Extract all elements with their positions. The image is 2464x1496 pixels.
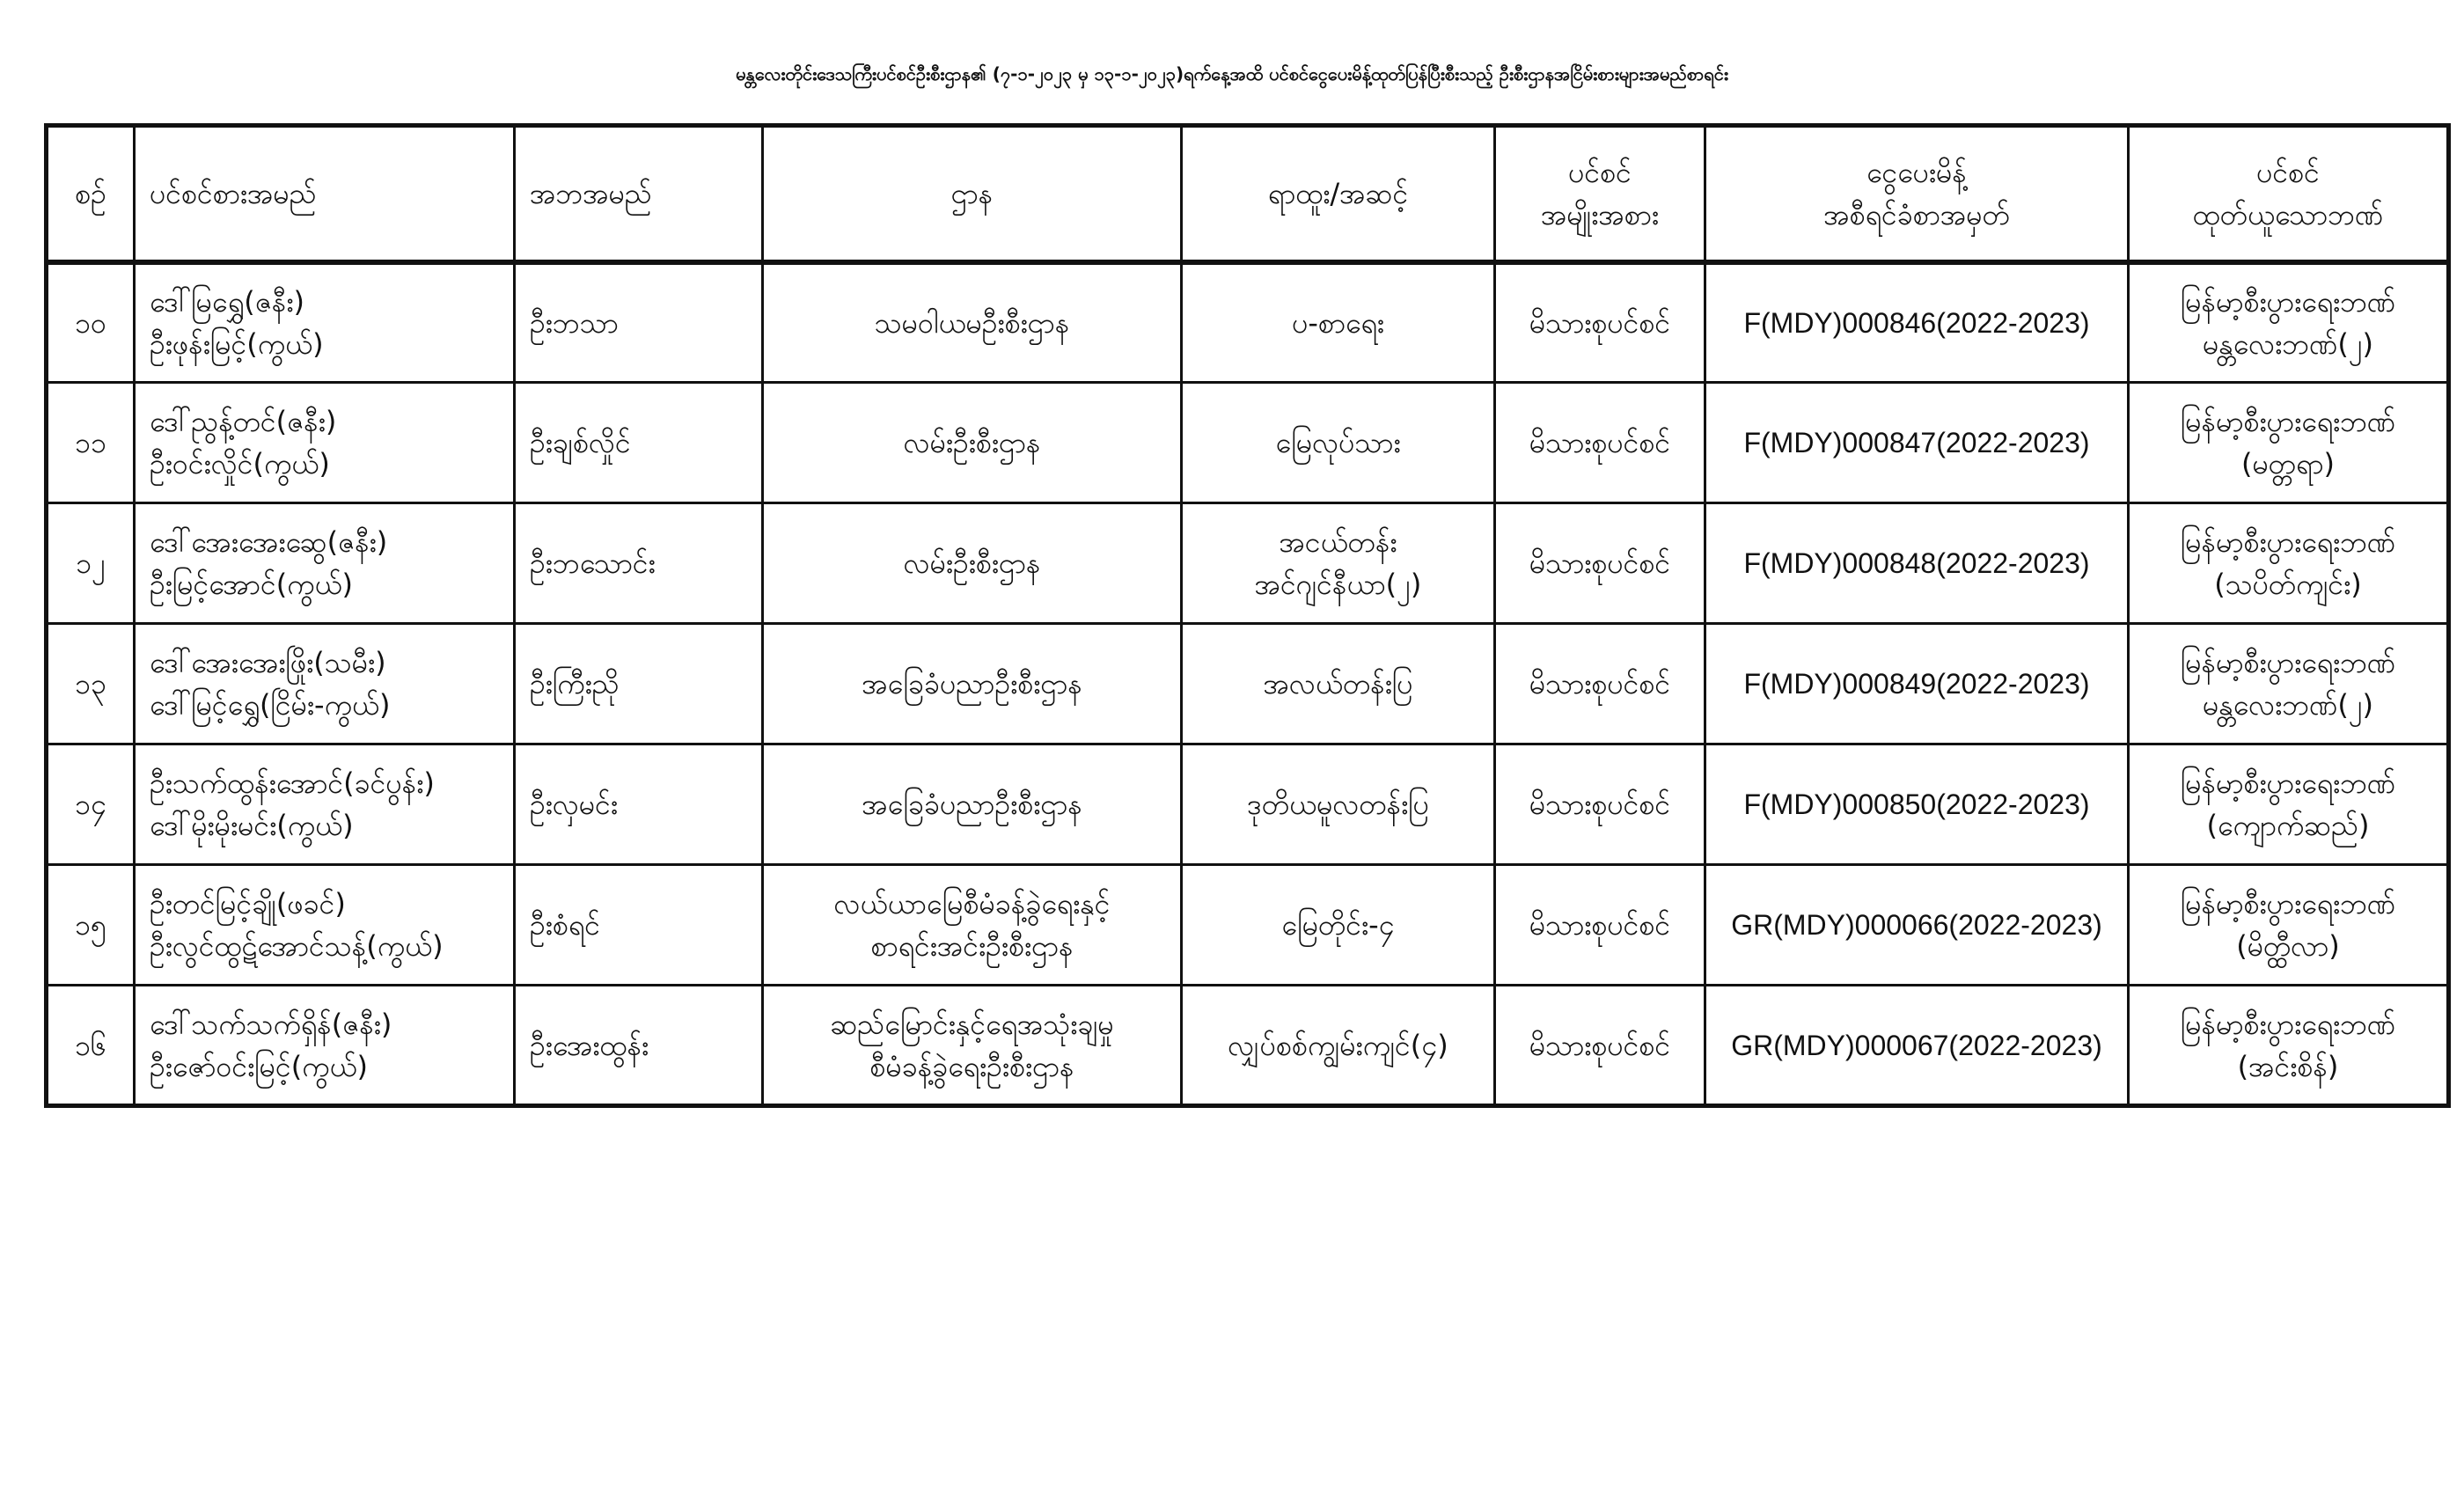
pension-type-text: မိသားစုပင်စင်: [1529, 667, 1671, 700]
father-name-text: ဦးချစ်လှိုင်: [530, 426, 631, 459]
pensioner-name: [135, 986, 515, 1106]
bank-branch-text: (အင်းစိန်): [2237, 1049, 2339, 1083]
pension-type-text: မိသားစုပင်စင်: [1529, 908, 1671, 942]
pensioner-name-text: ဦးမြင့်အောင်(ကွယ်): [150, 568, 354, 601]
bank-branch-text: မန္တလေးဘဏ်(၂): [2202, 326, 2374, 361]
father-name: [515, 624, 763, 744]
father-name-text: ဦးဘသာ: [530, 305, 619, 340]
row-number: [47, 383, 135, 503]
receipt-number-text: F(MDY)000846(2022-2023): [1743, 306, 2090, 339]
receipt-number-text: F(MDY)000850(2022-2023): [1743, 788, 2090, 820]
position: [1182, 503, 1495, 624]
pensioner-name: [135, 383, 515, 503]
father-name: [515, 262, 763, 383]
pension-type-text: မိသားစုပင်စင်: [1529, 305, 1671, 340]
father-name-text: ဦးအေးထွန်း: [530, 1028, 649, 1062]
position-text: အငယ်တန်း: [1279, 525, 1397, 559]
row-number-text: ၁၆: [75, 1028, 106, 1062]
department-text: စီမံခန့်ခွဲရေးဦးစီးဌာန: [869, 1049, 1074, 1083]
department: [763, 986, 1182, 1106]
header-receipt-number: ငွေပေးမိန့် အစီရင်ခံစာအမှတ်: [1705, 126, 2129, 262]
receipt-number-text: F(MDY)000848(2022-2023): [1743, 547, 2090, 579]
position: [1182, 865, 1495, 986]
position: [1182, 624, 1495, 744]
header-department: ဌာန: [763, 126, 1182, 262]
pensioner-name-text: ဦးဝင်းလှိုင်(ကွယ်): [150, 447, 330, 480]
bank-branch-text: မြန်မာ့စီးပွားရေးဘဏ်: [2180, 284, 2396, 319]
bank-branch: [2129, 383, 2449, 503]
pension-type: [1495, 262, 1705, 383]
bank-branch: [2129, 262, 2449, 383]
department: [763, 624, 1182, 744]
receipt-number: [1705, 503, 2129, 624]
table-row: [47, 986, 2449, 1106]
receipt-number-text: F(MDY)000847(2022-2023): [1743, 427, 2090, 458]
pensioner-name: [135, 262, 515, 383]
position: [1182, 744, 1495, 865]
row-number: [47, 865, 135, 986]
pension-type: [1495, 503, 1705, 624]
pensioner-name: [135, 624, 515, 744]
row-number: [47, 624, 135, 744]
father-name-text: ဦးလှမင်း: [530, 788, 619, 821]
department: [763, 503, 1182, 624]
table-row: [47, 865, 2449, 986]
pension-register-table: [44, 123, 2451, 1108]
row-number-text: ၁၅: [75, 908, 106, 942]
bank-branch-text: မြန်မာ့စီးပွားရေးဘဏ်: [2180, 766, 2396, 800]
pension-type-text: မိသားစုပင်စင်: [1529, 1028, 1671, 1062]
pensioner-name-text: ဦးသက်ထွန်းအောင်(ခင်ပွန်း): [150, 766, 435, 800]
pensioner-name-text: ဒေါ်ညွန့်တင်(ဇနီး): [150, 405, 337, 438]
pensioner-name-text: ဒေါ်အေးအေးဆွေ(ဇနီး): [150, 525, 388, 559]
department: [763, 865, 1182, 986]
department: [763, 262, 1182, 383]
father-name: [515, 744, 763, 865]
header-position: ရာထူး/အဆင့်: [1182, 126, 1495, 262]
bank-branch: [2129, 503, 2449, 624]
pensioner-name: [135, 744, 515, 865]
position-text: ဒုတိယမူလတန်းပြ: [1247, 788, 1429, 821]
position-text: ပ-စာရေး: [1292, 305, 1384, 340]
row-number-text: ၁၁: [75, 426, 106, 459]
position: [1182, 262, 1495, 383]
department-text: အခြေခံပညာဦးစီးဌာန: [862, 788, 1082, 821]
bank-branch-text: မြန်မာ့စီးပွားရေးဘဏ်: [2180, 525, 2396, 559]
department-text: ဆည်မြောင်းနှင့်ရေအသုံးချမှု: [830, 1007, 1114, 1041]
pension-type-text: မိသားစုပင်စင်: [1529, 546, 1671, 580]
bank-branch-text: (သပိတ်ကျင်း): [2214, 568, 2362, 601]
father-name-text: ဦးဘသောင်း: [530, 546, 656, 580]
pension-type: [1495, 383, 1705, 503]
receipt-number: [1705, 865, 2129, 986]
receipt-number: [1705, 986, 2129, 1106]
pensioner-name-text: ဒေါ်အေးအေးဖြိုး(သမီး): [150, 646, 386, 679]
pension-type: [1495, 865, 1705, 986]
bank-branch: [2129, 624, 2449, 744]
department-text: လမ်းဦးစီးဌာန: [903, 546, 1041, 580]
header-pension-type: ပင်စင် အမျိုးအစား: [1495, 126, 1705, 262]
department-text: စာရင်းအင်းဦးစီးဌာန: [870, 929, 1074, 963]
department: [763, 383, 1182, 503]
department-text: အခြေခံပညာဦးစီးဌာန: [862, 667, 1082, 700]
pensioner-name-text: ဦးဇော်ဝင်းမြင့်(ကွယ်): [150, 1049, 369, 1083]
bank-branch-text: မြန်မာ့စီးပွားရေးဘဏ်: [2180, 887, 2396, 920]
father-name: [515, 865, 763, 986]
department-text: လမ်းဦးစီးဌာန: [903, 426, 1041, 459]
receipt-number: [1705, 262, 2129, 383]
receipt-number-text: F(MDY)000849(2022-2023): [1743, 668, 2090, 700]
receipt-number: [1705, 383, 2129, 503]
pensioner-name-text: ဦးဖုန်းမြင့်(ကွယ်): [150, 326, 324, 361]
table-row: [47, 744, 2449, 865]
position-text: မြေလုပ်သား: [1275, 426, 1401, 459]
pensioner-name-text: ဒေါ်မိုးမိုးမင်း(ကွယ်): [150, 809, 354, 842]
pension-type-text: မိသားစုပင်စင်: [1529, 788, 1671, 821]
row-number: [47, 262, 135, 383]
bank-branch-text: မြန်မာ့စီးပွားရေးဘဏ်: [2180, 1007, 2396, 1041]
table-row: [47, 383, 2449, 503]
pension-type: [1495, 624, 1705, 744]
pension-type: [1495, 986, 1705, 1106]
bank-branch-text: မြန်မာ့စီးပွားရေးဘဏ်: [2180, 405, 2396, 438]
row-number-text: ၁၂: [76, 546, 106, 580]
bank-branch-text: (မတ္တရာ): [2241, 447, 2335, 480]
table-row: [47, 262, 2449, 383]
pensioner-name-text: ဒေါ်သက်သက်ရှိန်(ဇနီး): [150, 1007, 392, 1041]
header-father-name: အဘအမည်: [515, 126, 763, 262]
pensioner-name-text: ဒေါ်မြင့်ရွှေ(ငြိမ်း-ကွယ်): [150, 688, 391, 722]
table-row: [47, 503, 2449, 624]
row-number-text: ၁၄: [75, 788, 106, 821]
department-text: လယ်ယာမြေစီမံခန့်ခွဲရေးနှင့်: [833, 887, 1111, 920]
position-text: မြေတိုင်း-၄: [1281, 908, 1395, 942]
receipt-number-text: GR(MDY)000067(2022-2023): [1731, 1029, 2102, 1061]
position-text: အင်ဂျင်နီယာ(၂): [1254, 568, 1422, 601]
header-bank: ပင်စင် ထုတ်ယူသောဘဏ်: [2129, 126, 2449, 262]
bank-branch-text: မြန်မာ့စီးပွားရေးဘဏ်: [2180, 646, 2396, 679]
row-number-text: ၁၀: [75, 305, 106, 340]
pension-type: [1495, 744, 1705, 865]
position-text: အလယ်တန်းပြ: [1263, 667, 1413, 700]
department: [763, 744, 1182, 865]
position-text: လျှပ်စစ်ကျွမ်းကျင်(၄): [1228, 1028, 1448, 1062]
position: [1182, 383, 1495, 503]
pensioner-name: [135, 865, 515, 986]
row-number: [47, 986, 135, 1106]
row-number-text: ၁၃: [75, 667, 106, 700]
receipt-number: [1705, 624, 2129, 744]
pensioner-name-text: ဒေါ်မြရွှေ(ဇနီး): [150, 284, 304, 319]
table-row: [47, 624, 2449, 744]
father-name-text: ဦးစံရင်: [530, 908, 600, 942]
bank-branch: [2129, 865, 2449, 986]
father-name: [515, 986, 763, 1106]
pension-type-text: မိသားစုပင်စင်: [1529, 426, 1671, 459]
row-number: [47, 503, 135, 624]
page-title: မန္တလေးတိုင်းဒေသကြီးပင်စင်ဦးစီးဌာန၏ (၇-၁-၂၀၂၃ မှ ၁၃-၁-၂၀၂၃)ရက်နေ့အထိ ပင်စင်ငွေပေးမိန့်ထုတ်ပြန်ပြီးစီးသည့် ဦးစီးဌာနအငြိမ်းစားများအမည်စာရင်း: [736, 63, 1728, 84]
bank-branch: [2129, 744, 2449, 865]
header-no: စဉ်: [47, 126, 135, 262]
pensioner-name-text: ဦးတင်မြင့်ချို(ဖခင်): [150, 887, 346, 920]
position: [1182, 986, 1495, 1106]
row-number: [47, 744, 135, 865]
header-pensioner-name: ပင်စင်စားအမည်: [135, 126, 515, 262]
bank-branch-text: (ကျောက်ဆည်): [2206, 809, 2370, 842]
pensioner-name-text: ဦးလွင်ထွဋ်အောင်သန့်(ကွယ်): [150, 929, 444, 963]
receipt-number-text: GR(MDY)000066(2022-2023): [1731, 909, 2102, 941]
bank-branch: [2129, 986, 2449, 1106]
father-name-text: ဦးကြီးညို: [530, 667, 620, 700]
receipt-number: [1705, 744, 2129, 865]
bank-branch-text: မန္တလေးဘဏ်(၂): [2202, 688, 2374, 722]
department-text: သမဝါယမဦးစီးဌာန: [874, 305, 1070, 340]
father-name: [515, 503, 763, 624]
table-header-row: [47, 126, 2449, 262]
father-name: [515, 383, 763, 503]
bank-branch-text: (မိတ္ထီလာ): [2236, 929, 2340, 963]
pensioner-name: [135, 503, 515, 624]
